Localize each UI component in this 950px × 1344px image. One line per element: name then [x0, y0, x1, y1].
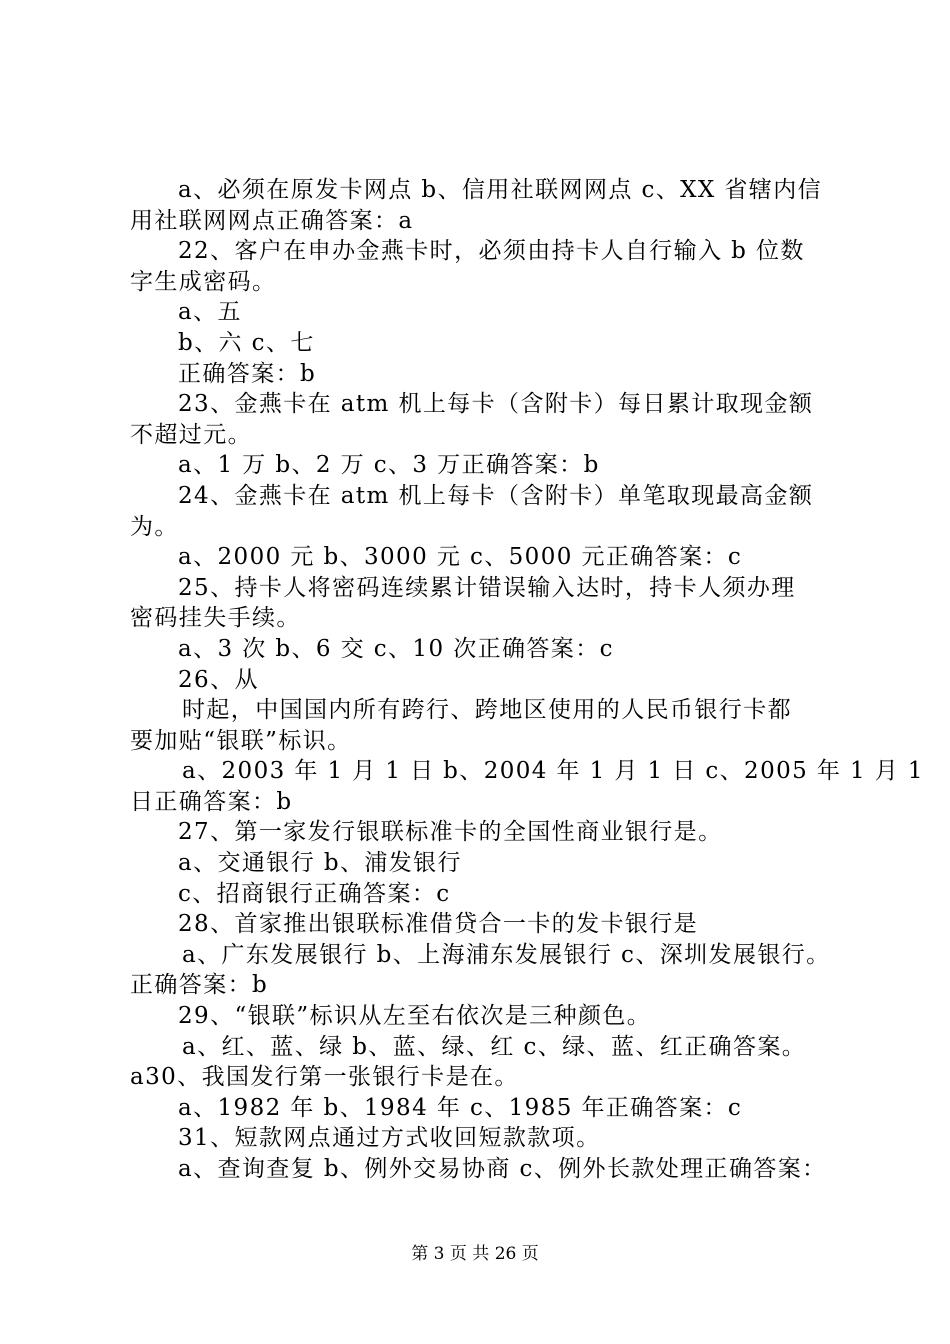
text-line: a、红、蓝、绿 b、蓝、绿、红 c、绿、蓝、红正确答案。	[182, 1033, 807, 1060]
text-line: 为。	[130, 513, 179, 540]
text-line: a、2003 年 1 月 1 日 b、2004 年 1 月 1 日 c、2005 年 1 月 1	[182, 758, 924, 785]
text-line: 正确答案：b	[130, 972, 269, 999]
text-line: a、查询查复 b、例外交易协商 c、例外长款处理正确答案：	[178, 1156, 827, 1182]
text-line: 时起，中国国内所有跨行、跨地区使用的人民币银行卡都	[182, 697, 792, 724]
document-body	[130, 175, 924, 1185]
text-line: a、1982 年 b、1984 年 c、1985 年正确答案：c	[178, 1094, 743, 1121]
text-line: 正确答案：b	[178, 360, 317, 387]
text-line: a、2000 元 b、3000 元 c、5000 元正确答案：c	[178, 544, 743, 571]
text-line: 密码挂失手续。	[130, 605, 301, 632]
text-line: a、3 次 b、6 交 c、10 次正确答案：c	[178, 635, 614, 662]
text-line: 29、“银联”标识从左至右依次是三种颜色。	[178, 1003, 652, 1030]
text-line: b、六 c、七	[178, 329, 315, 356]
text-line: 28、首家推出银联标准借贷合一卡的发卡银行是	[178, 911, 699, 938]
text-line: a、交通银行 b、浦发银行	[178, 850, 462, 877]
text-line: 27、第一家发行银联标准卡的全国性商业银行是。	[178, 819, 723, 846]
text-line: 要加贴“银联”标识。	[130, 727, 352, 754]
page-footer: 第 3 页 共 26 页	[411, 1244, 539, 1264]
text-line: c、招商银行正确答案：c	[178, 880, 451, 907]
text-line: 字生成密码。	[130, 268, 277, 295]
text-line: a30、我国发行第一张银行卡是在。	[130, 1064, 519, 1091]
text-line: 不超过元。	[130, 421, 252, 448]
text-line: 22、客户在申办金燕卡时，必须由持卡人自行输入 b 位数	[178, 238, 805, 265]
text-line: 31、短款网点通过方式收回短款款项。	[178, 1125, 601, 1152]
text-line: 23、金燕卡在 atm 机上每卡（含附卡）每日累计取现金额	[178, 391, 814, 418]
text-line: 用社联网网点正确答案：a	[130, 207, 414, 234]
text-line: a、五	[178, 299, 242, 326]
text-line: 26、从	[178, 666, 259, 693]
text-line: 日正确答案：b	[130, 788, 293, 815]
text-line: a、广东发展银行 b、上海浦东发展银行 c、深圳发展银行。	[182, 941, 831, 968]
text-line: a、必须在原发卡网点 b、信用社联网网点 c、XX 省辖内信	[178, 177, 822, 203]
text-line: 24、金燕卡在 atm 机上每卡（含附卡）单笔取现最高金额	[178, 482, 814, 509]
text-line: 25、持卡人将密码连续累计错误输入达时，持卡人须办理	[178, 574, 796, 601]
text-line: a、1 万 b、2 万 c、3 万正确答案：b	[178, 452, 600, 479]
